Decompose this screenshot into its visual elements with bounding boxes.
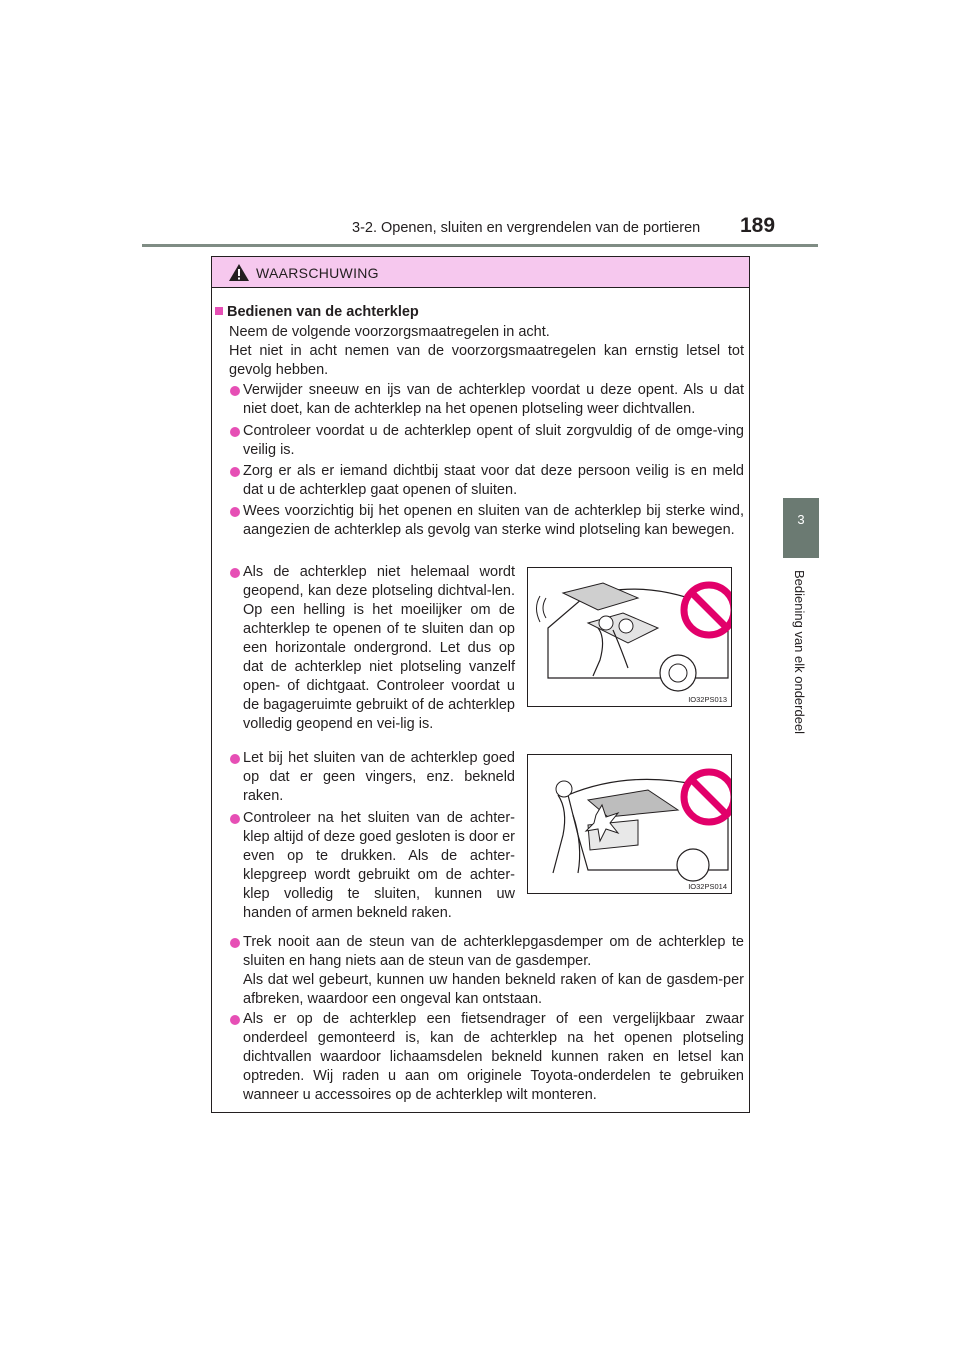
bullet-dot-icon: [230, 754, 240, 764]
figure-code: IO32PS013: [688, 695, 727, 704]
intro-line-1: Neem de volgende voorzorgsmaatregelen in acht.: [229, 324, 550, 340]
section-heading-text: Bedienen van de achterklep: [227, 304, 419, 320]
warning-bullet-8: Trek nooit aan de steun van de achterklepgasdemper om de achterklep te sluiten en hang niets aan de steun van de gasdemper.: [243, 934, 744, 969]
bullet-dot-icon: [230, 1015, 240, 1025]
warning-header: [212, 257, 749, 288]
warning-bullet-3: Zorg er als er iemand dichtbij staat voor dat deze persoon veilig is en meld dat u de achterklep gaat openen of sluiten.: [243, 463, 744, 498]
warning-bullet-5: Als de achterklep niet helemaal wordt geopend, kan deze plotseling dichtval-len. Op een helling is het moeilijker om de achterklep te openen of te sluiten dan op een horizontale ondergrond. Let dus op dat de achterklep niet plotseling vanzelf open- of dichtgaat. Controleer voordat u de bagageruimte gebruikt of de achterklep volledig geopend en vei-lig is.: [243, 564, 515, 732]
bullet-dot-icon: [230, 467, 240, 477]
warning-bullet-4: Wees voorzichtig bij het openen en sluiten van de achterklep bij sterke wind, aangezien de achterklep als gevolg van sterke wind plotseling kan bewegen.: [243, 503, 744, 538]
chapter-tab: [783, 498, 819, 558]
bullet-dot-icon: [230, 507, 240, 517]
bullet-dot-icon: [230, 386, 240, 396]
intro-line-2: Het niet in acht nemen van de voorzorgsmaatregelen kan ernstig letsel tot gevolg hebben.: [229, 343, 744, 378]
warning-bullet-6: Let bij het sluiten van de achterklep goed op dat er geen vingers, enz. bekneld raken.: [243, 750, 515, 804]
warning-bullet-9: Als er op de achterklep een fietsendrager of een vergelijkbaar zwaar onderdeel gemonteerd is, kan de achterklep na het openen plotseling dichtvallen waardoor lichaamsdelen bekneld kunnen raken en letsel kan optreden. Wij raden u aan om originele Toyota-onderdelen te gebruiken wanneer u accessoires op de achterklep wilt monteren.: [243, 1011, 744, 1103]
warning-bullet-1: Verwijder sneeuw en ijs van de achterklep voordat u deze opent. Als u dat niet doet, kan de achterklep na het openen plotseling weer dichtvallen.: [243, 382, 744, 417]
bullet-dot-icon: [230, 568, 240, 578]
chapter-label: Bediening van elk onderdeel: [792, 570, 807, 735]
car-tailgate-illustration: [528, 568, 731, 706]
chapter-number: 3: [797, 512, 805, 527]
header-rule: [142, 244, 818, 247]
car-tailgate-pinch-illustration: [528, 755, 731, 893]
warning-bullet-7: Controleer na het sluiten van de achter-klep altijd of deze goed gesloten is door er even op te drukken. Als de achter-klepgreep wordt gebruikt om de achter-klep volledig te sluiten, kunnen uw handen of armen bekneld raken.: [243, 810, 515, 921]
figure-code: IO32PS014: [688, 882, 727, 891]
figure-tailgate-pinching: [527, 754, 732, 894]
bullet-dot-icon: [230, 814, 240, 824]
bullet-dot-icon: [230, 427, 240, 437]
warning-box: [211, 256, 750, 1113]
warning-title: WAARSCHUWING: [256, 265, 379, 281]
figure-tailgate-falling: [527, 567, 732, 707]
warning-bullet-2: Controleer voordat u de achterklep opent of sluit zorgvuldig of de omge-ving veilig is.: [243, 423, 744, 458]
page-number: 189: [740, 214, 776, 237]
warning-bullet-8-extra: Als dat wel gebeurt, kunnen uw handen bekneld raken of kan de gasdem-per afbreken, waardoor een ongeval kan ontstaan.: [243, 972, 744, 1007]
bullet-dot-icon: [230, 938, 240, 948]
chapter-label-container: [793, 570, 811, 760]
square-bullet-icon: [215, 307, 223, 315]
warning-triangle-icon: [228, 263, 250, 282]
section-heading: [215, 303, 419, 322]
running-header: 3-2. Openen, sluiten en vergrendelen van de portieren: [352, 220, 701, 236]
